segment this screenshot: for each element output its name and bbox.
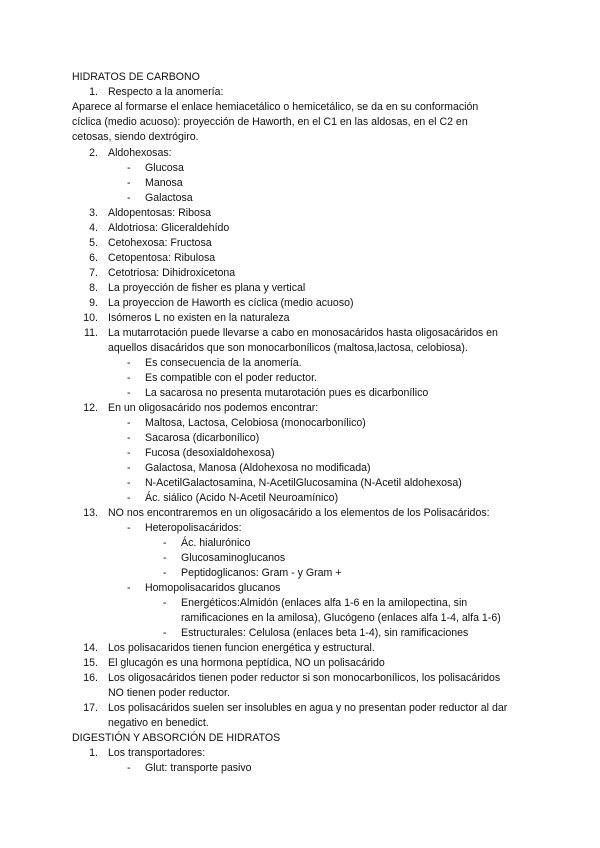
dash-bullet: - <box>127 522 131 534</box>
list-number: 12. <box>83 402 98 414</box>
list-number: 16. <box>83 672 98 684</box>
dash-bullet: - <box>127 762 131 774</box>
list-item: Cetopentosa: Ribulosa <box>108 252 216 264</box>
list-item: Aldopentosas: Ribosa <box>108 207 212 219</box>
list-number: 14. <box>83 642 98 654</box>
list-item: Homopolisacaridos glucanos <box>145 582 281 594</box>
dash-bullet: - <box>127 162 131 174</box>
list-number: 13. <box>83 507 98 519</box>
list-item-continuation: NO tienen poder reductor. <box>108 687 230 699</box>
list-item-continuation: negativo en benedict. <box>108 717 209 729</box>
list-item: N-AcetilGalactosamina, N-AcetilGlucosamina (N-Acetil aldohexosa) <box>145 477 462 489</box>
list-item: Glut: transporte pasivo <box>145 762 252 774</box>
list-item: La proyeccion de Haworth es cíclica (medio acuoso) <box>108 297 354 309</box>
list-number: 9. <box>89 297 98 309</box>
list-item: Los polisacáridos suelen ser insolubles en agua y no presentan poder reductor al dar <box>108 702 508 714</box>
list-number: 1. <box>89 747 98 759</box>
list-item: El glucagón es una hormona peptídica, NO un polisacárido <box>108 657 385 669</box>
list-item: Glucosa <box>145 162 184 174</box>
list-item: Es compatible con el poder reductor. <box>145 372 317 384</box>
list-item: Cetohexosa: Fructosa <box>108 237 212 249</box>
list-item: La sacarosa no presenta mutarotación pues es dicarbonílico <box>145 387 429 399</box>
list-item: Energéticos:Almidón (enlaces alfa 1-6 en la amilopectina, sin <box>181 597 468 609</box>
list-item: En un oligosacárido nos podemos encontrar: <box>108 402 319 414</box>
paragraph-line: cíclica (medio acuoso): proyección de Haworth, en el C1 en las aldosas, en el C2 en <box>72 116 468 128</box>
list-item: Manosa <box>145 177 183 189</box>
list-item-continuation: aquellos disacáridos que son monocarbonílicos (maltosa,lactosa, celobiosa). <box>108 342 468 354</box>
list-item: Galactosa, Manosa (Aldohexosa no modificada) <box>145 462 371 474</box>
dash-bullet: - <box>127 462 131 474</box>
dash-bullet: - <box>127 177 131 189</box>
list-number: 15. <box>83 657 98 669</box>
list-item: Ác. siálico (Acido N-Acetil Neuroamínico) <box>145 492 339 504</box>
list-item: Los transportadores: <box>108 747 206 759</box>
list-number: 8. <box>89 282 98 294</box>
dash-bullet: - <box>127 447 131 459</box>
list-number: 3. <box>89 207 98 219</box>
dash-bullet: - <box>163 567 167 579</box>
section-title: DIGESTIÓN Y ABSORCIÓN DE HIDRATOS <box>72 732 281 744</box>
list-item: Los polisacaridos tienen funcion energética y estructural. <box>108 642 375 654</box>
list-item: La proyección de fisher es plana y vertical <box>108 282 306 294</box>
paragraph-line: cetosas, siendo dextrógiro. <box>72 131 199 143</box>
dash-bullet: - <box>127 432 131 444</box>
list-item: Estructurales: Celulosa (enlaces beta 1-4), sin ramificaciones <box>181 627 469 639</box>
section-title: HIDRATOS DE CARBONO <box>72 71 200 83</box>
list-item: Ác. hialurónico <box>181 537 251 549</box>
list-item: NO nos encontraremos en un oligosacárido a los elementos de los Polisacáridos: <box>108 507 490 519</box>
list-item: Fucosa (desoxialdohexosa) <box>145 447 275 459</box>
list-number: 6. <box>89 252 98 264</box>
list-number: 5. <box>89 237 98 249</box>
dash-bullet: - <box>127 387 131 399</box>
dash-bullet: - <box>127 372 131 384</box>
list-item-continuation: ramificaciones en la amilosa), Glucógeno (enlaces alfa 1-4, alfa 1-6) <box>181 612 501 624</box>
paragraph-line: Aparece al formarse el enlace hemiacetálico o hemicetálico, se da en su conformación <box>72 101 479 113</box>
list-item: Aldotriosa: Gliceraldehído <box>108 222 230 234</box>
list-item: Peptidoglicanos: Gram - y Gram + <box>181 567 342 579</box>
list-number: 2. <box>89 147 98 159</box>
dash-bullet: - <box>127 477 131 489</box>
list-number: 4. <box>89 222 98 234</box>
list-item: Sacarosa (dicarbonílico) <box>145 432 260 444</box>
dash-bullet: - <box>127 357 131 369</box>
list-item: Glucosaminoglucanos <box>181 552 286 564</box>
dash-bullet: - <box>163 537 167 549</box>
list-item: Maltosa, Lactosa, Celobiosa (monocarbonílico) <box>145 417 366 429</box>
list-item: Cetotriosa: Dihidroxicetona <box>108 267 236 279</box>
list-item: Los oligosacáridos tienen poder reductor si son monocarbonílicos, los polisacáridos <box>108 672 501 684</box>
dash-bullet: - <box>127 582 131 594</box>
dash-bullet: - <box>163 627 167 639</box>
list-item: Aldohexosas: <box>108 147 172 159</box>
dash-bullet: - <box>127 192 131 204</box>
list-item: Isómeros L no existen en la naturaleza <box>108 312 290 324</box>
list-number: 7. <box>89 267 98 279</box>
list-number: 17. <box>83 702 98 714</box>
list-number: 11. <box>84 327 98 339</box>
dash-bullet: - <box>163 552 167 564</box>
list-item: La mutarrotación puede llevarse a cabo en monosacáridos hasta oligosacáridos en <box>108 327 498 339</box>
list-number: 1. <box>89 86 98 98</box>
dash-bullet: - <box>163 597 167 609</box>
list-item: Heteropolisacáridos: <box>145 522 242 534</box>
list-number: 10. <box>83 312 98 324</box>
dash-bullet: - <box>127 417 131 429</box>
dash-bullet: - <box>127 492 131 504</box>
list-item: Es consecuencia de la anomería. <box>145 357 302 369</box>
list-item: Galactosa <box>145 192 193 204</box>
list-item: Respecto a la anomería: <box>108 86 224 98</box>
